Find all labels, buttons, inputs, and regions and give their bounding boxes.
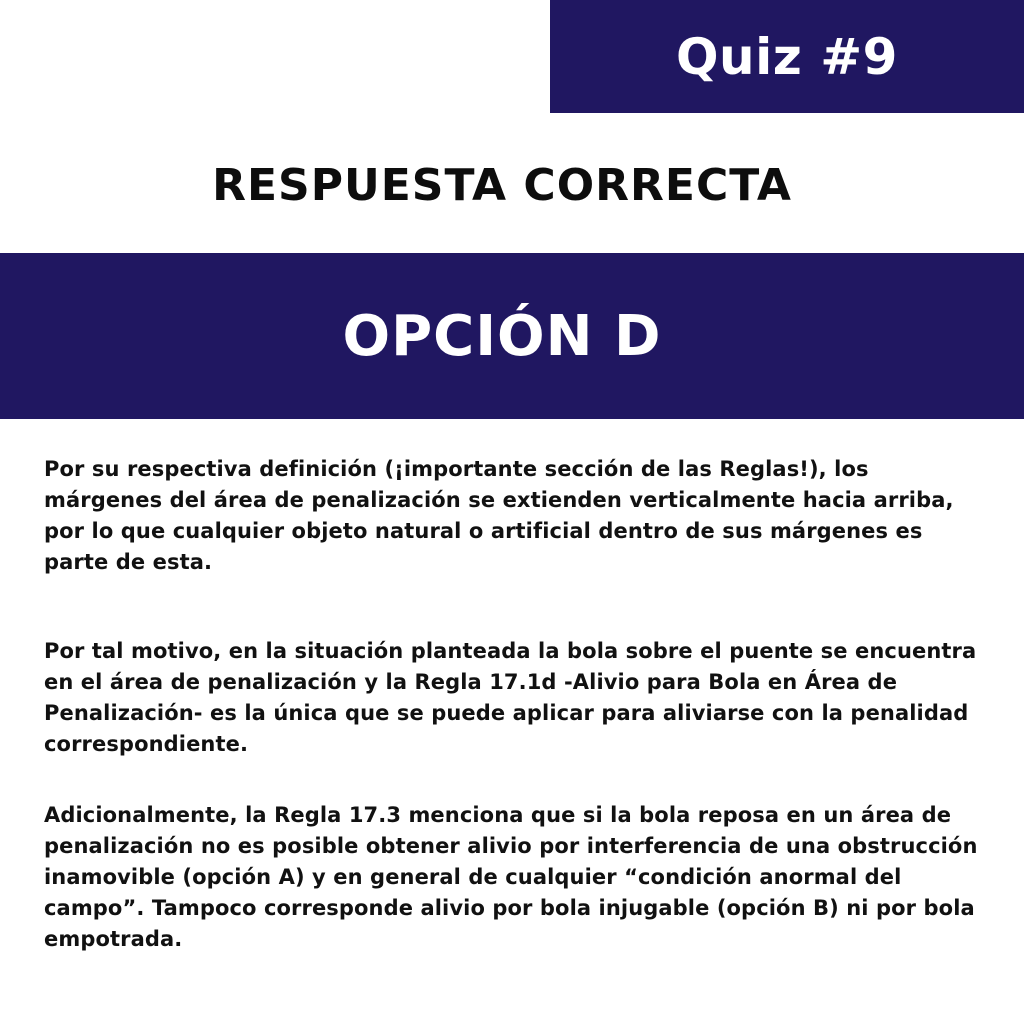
explanation-paragraph-rule-17-1d: Por tal motivo, en la situación planteada la bola sobre el puente se encuentra en el área de penalización y la Regla 17.1d -Alivio para Bola en Área de Penalización- es la única que se puede aplicar para aliviarse con la penalidad correspondiente. (44, 639, 977, 756)
explanation-paragraph-definition: Por su respectiva definición (¡importante sección de las Reglas!), los márgenes del área de penalización se extienden verticalmente hacia arriba, por lo que cualquier objeto natural o artificial dentro de sus márgenes es parte de esta. (44, 457, 954, 574)
explanation-section (44, 454, 994, 955)
explanation-paragraph-rule-17-3: Adicionalmente, la Regla 17.3 menciona que si la bola reposa en un área de penalización no es posible obtener alivio por interferencia de una obstrucción inamovible (opción A) y en general de cualquier “condición anormal del campo”. Tampoco corresponde alivio por bola injugable (opción B) ni por bola empotrada. (44, 803, 978, 951)
quiz-number-label: Quiz #9 (676, 27, 898, 86)
quiz-number-banner (550, 0, 1024, 113)
page-title: RESPUESTA CORRECTA (212, 160, 792, 211)
correct-answer-label: OPCIÓN D (342, 303, 662, 369)
correct-answer-banner (0, 253, 1024, 419)
